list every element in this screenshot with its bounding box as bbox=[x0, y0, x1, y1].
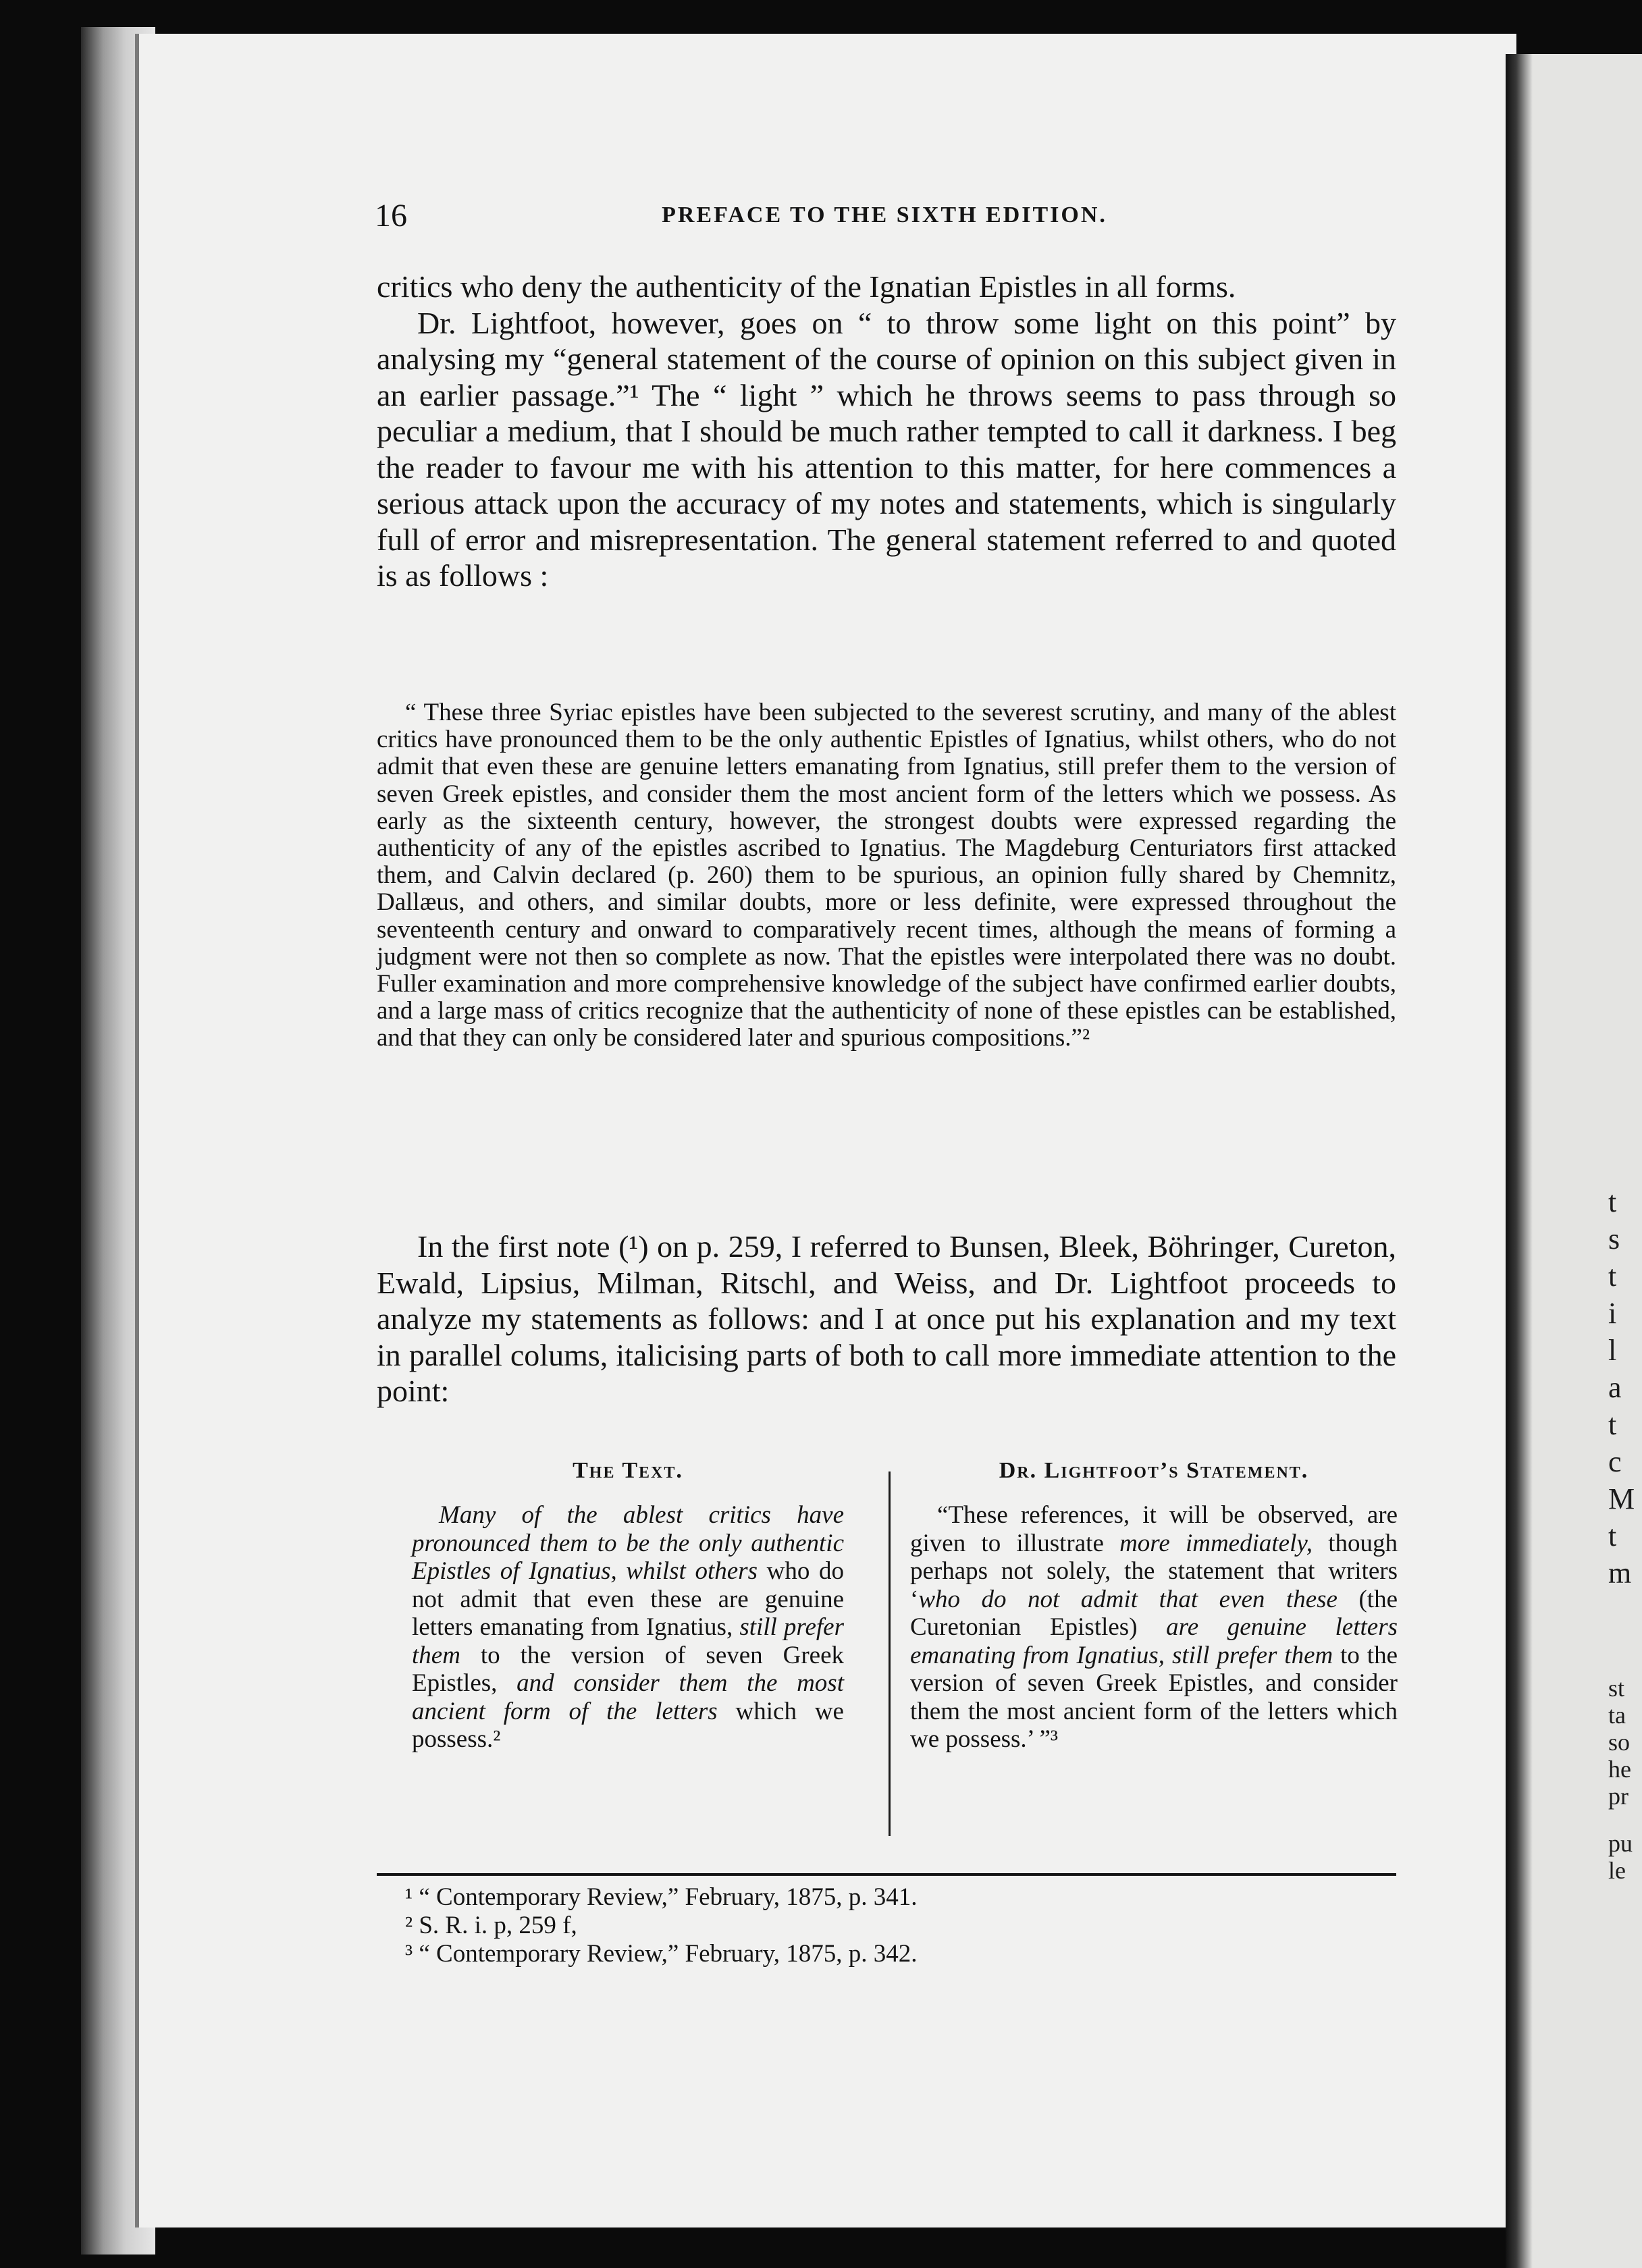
adjacent-page-strip bbox=[1506, 54, 1642, 2268]
adjacent-page-fragment: so bbox=[1608, 1729, 1631, 1756]
adjacent-page-fragment: t bbox=[1608, 1185, 1617, 1218]
page-header bbox=[375, 197, 1394, 238]
text-segment: (the Curetonian Epistles) bbox=[910, 1585, 1398, 1641]
italic-segment: and consider them the most ancient form of the letters bbox=[412, 1669, 844, 1725]
adjacent-page-fragment: t bbox=[1608, 1408, 1617, 1441]
text-segment: who do not admit that even these are genuine letters emanating from Ignatius, bbox=[412, 1557, 844, 1641]
adjacent-page-fragment: st bbox=[1608, 1675, 1625, 1702]
italic-segment: still prefer them bbox=[412, 1613, 844, 1669]
adjacent-page-fragment: s bbox=[1608, 1222, 1620, 1256]
column-text-right bbox=[910, 1501, 1398, 1754]
running-title: PREFACE TO THE SIXTH EDITION. bbox=[662, 202, 1107, 227]
italic-segment: are genuine letters emanating from Ignatius, still prefer them bbox=[910, 1613, 1398, 1669]
adjacent-page-fragment: M bbox=[1608, 1482, 1635, 1515]
adjacent-page-fragment: t bbox=[1608, 1519, 1617, 1552]
text-segment: though perhaps not solely, the statement that writers ‘ bbox=[910, 1529, 1398, 1613]
block-quote bbox=[377, 699, 1396, 1052]
body-text-top bbox=[377, 269, 1396, 594]
italic-segment: who do not admit that even these bbox=[918, 1585, 1338, 1613]
parallel-columns bbox=[377, 1458, 1396, 1836]
column-the-text bbox=[412, 1458, 844, 1754]
footnotes bbox=[405, 1883, 1350, 1968]
paragraph-lightfoot: Dr. Lightfoot, however, goes on “ to throw some light on this point” by analysing my “general statement of the course of opinion on this subject given in an earlier passage.”¹ The “ light ” which he throws seems to pass through so peculiar a medium, that I should be much rather tempted to call it darkness. I beg the reader to favour me with his attention to this matter, for here commences a serious attack upon the accuracy of my notes and statements, which is singularly full of error and misrepresentation. The general statement referred to and quoted is as follows : bbox=[377, 305, 1396, 593]
adjacent-page-fragment: pr bbox=[1608, 1783, 1628, 1810]
adjacent-page-fragment: i bbox=[1608, 1297, 1617, 1330]
adjacent-page-fragment: he bbox=[1608, 1756, 1631, 1783]
footnote-3: ³ “ Contemporary Review,” February, 1875, p. 342. bbox=[405, 1940, 918, 1968]
adjacent-page-fragment: pu bbox=[1608, 1830, 1633, 1857]
column-lightfoot-statement bbox=[910, 1458, 1398, 1754]
adjacent-page-fragment: c bbox=[1608, 1445, 1622, 1478]
footnote-rule bbox=[377, 1873, 1396, 1876]
italic-segment: Many of the ablest critics have pronounced them to be the only authentic Epistles of Ignatius, whilst others bbox=[412, 1501, 844, 1585]
paragraph-first-note: In the first note (¹) on p. 259, I referred to Bunsen, Bleek, Böhringer, Cureton, Ewald, Lipsius, Milman, Ritschl, and Weiss, and Dr. Lightfoot proceeds to analyze my statements as follows: and I at once put his explanation and my text in parallel colums, italicising parts of both to call more immediate attention to the point: bbox=[377, 1229, 1396, 1408]
text-segment: to the version of seven Greek Epistles, and consider them the most ancient form of the letters which we possess.’ ”³ bbox=[910, 1641, 1398, 1753]
adjacent-page-fragment: t bbox=[1608, 1260, 1617, 1293]
footnote-2: ² S. R. i. p, 259 f, bbox=[405, 1912, 577, 1939]
gutter-shadow bbox=[1506, 54, 1533, 2268]
paragraph-continuation: critics who deny the authenticity of the Ignatian Epistles in all forms. bbox=[377, 269, 1236, 304]
column-text-left bbox=[412, 1501, 844, 1754]
adjacent-page-fragment: le bbox=[1608, 1857, 1626, 1884]
footnote-1: ¹ “ Contemporary Review,” February, 1875, p. 341. bbox=[405, 1883, 918, 1911]
column-heading-right: Dr. Lightfoot’s Statement. bbox=[999, 1458, 1309, 1483]
column-divider bbox=[889, 1472, 891, 1836]
text-segment: “These references, it will be observed, are given to illustrate bbox=[910, 1501, 1398, 1557]
adjacent-page-fragment: m bbox=[1608, 1557, 1632, 1590]
page-number: 16 bbox=[375, 198, 407, 234]
italic-segment: more immediately, bbox=[1119, 1529, 1313, 1557]
body-text-middle bbox=[377, 1228, 1396, 1409]
adjacent-page-fragment: l bbox=[1608, 1334, 1617, 1367]
text-segment: to the version of seven Greek Epistles, bbox=[412, 1641, 844, 1697]
adjacent-page-fragment: a bbox=[1608, 1371, 1622, 1404]
text-segment: which we possess.² bbox=[412, 1697, 844, 1753]
adjacent-page-fragment: ta bbox=[1608, 1702, 1626, 1729]
column-heading-left: The Text. bbox=[573, 1458, 683, 1483]
block-quote-text: “ These three Syriac epistles have been subjected to the severest scrutiny, and many of the ablest critics have pronounced them to be the only authentic Epistles of Ignatius, whilst others, who do not admit that even these are genuine letters emanating from Ignatius, still prefer them to the version of seven Greek epistles, and consider them the most ancient form of the letters which we possess. As early as the sixteenth century, however, the strongest doubts were expressed regarding the authenticity of any of the epistles ascribed to Ignatius. The Magdeburg Centuriators first attacked them, and Calvin declared (p. 260) them to be spurious, an opinion fully shared by Chemnitz, Dallæus, and others, and similar doubts, more or less definite, were expressed throughout the seventeenth century and onward to comparatively recent times, although the means of forming a judgment were not then so complete as now. That the epistles were interpolated there was no doubt. Fuller examination and more comprehensive knowledge of the subject have confirmed earlier doubts, and a large mass of critics recognize that the authenticity of none of these epistles can be established, and that they can only be considered later and spurious compositions.”² bbox=[377, 699, 1396, 1052]
